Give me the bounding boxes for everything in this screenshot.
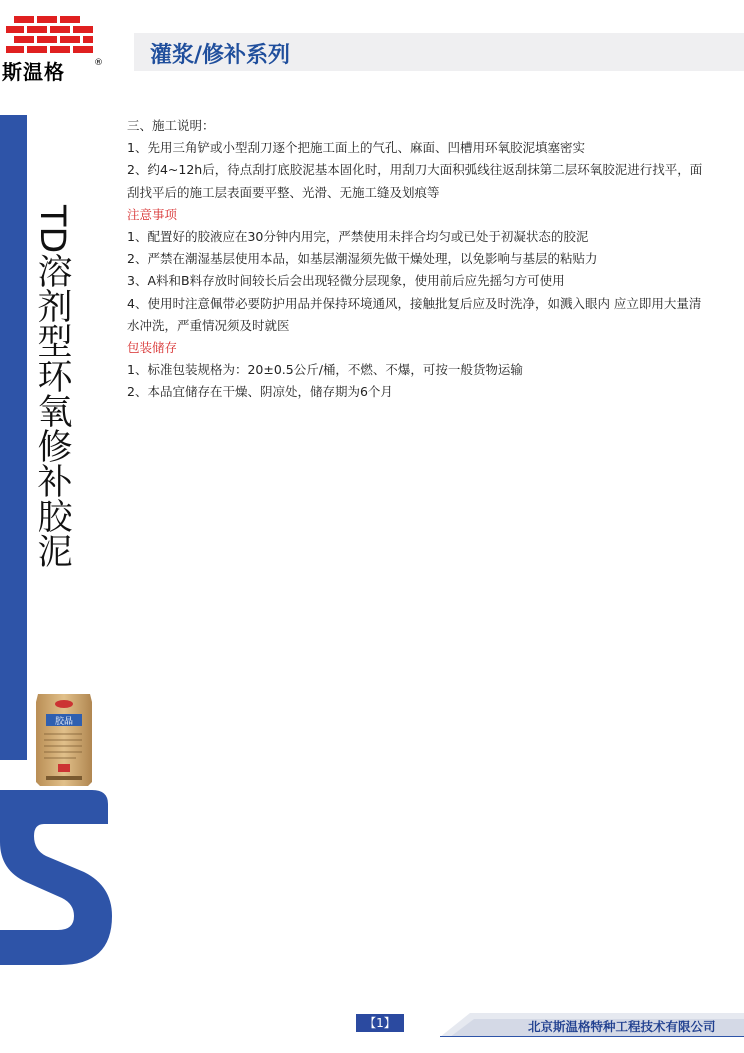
logo-wordmark: 斯温格 (2, 60, 65, 84)
side-accent-bar (0, 115, 27, 760)
content-line: 4、使用时注意佩带必要防护用品并保持环境通风，接触批复后应及时洗净，如溅入眼内 应立即用大量清 (127, 295, 702, 311)
content-line: 2、本品宜储存在干燥、阴凉处，储存期为6个月 (127, 384, 393, 400)
content-line: 三、施工说明： (127, 118, 215, 133)
page-number: 【1】 (356, 1014, 404, 1032)
instructions-content (127, 115, 707, 404)
bag-label: 胶晶 (54, 717, 74, 727)
content-line: 1、标准包装规格为：20±0.5公斤/桶，不燃、不爆，可按一般货物运输 (127, 362, 523, 378)
series-title: 灌浆/修补系列 (150, 43, 291, 68)
big-s-logo-mark (0, 790, 115, 965)
content-line: 3、A料和B料存放时间较长后会出现轻微分层现象，使用前后应先摇匀方可使用 (127, 273, 565, 289)
logo-bricks-icon (6, 16, 94, 56)
section-heading: 包装储存 (127, 340, 178, 356)
section-heading: 注意事项 (127, 206, 178, 222)
registered-mark: ® (94, 58, 103, 68)
content-line: 2、约4~12h后，待点刮打底胶泥基本固化时，用刮刀大面积弧线往返刮抹第二层环氧胶泥进行找平，面 (127, 162, 703, 178)
company-logo (2, 16, 103, 84)
content-line: 1、先用三角铲或小型刮刀逐个把施工面上的气孔、麻面、凹槽用环氧胶泥填塞密实 (127, 140, 585, 156)
content-line: 2、严禁在潮湿基层使用本品，如基层潮湿须先做干燥处理，以免影响与基层的粘贴力 (127, 251, 598, 267)
content-line: 刮找平后的施工层表面要平整、光滑、无施工缝及划痕等 (127, 184, 440, 200)
content-line: 1、配置好的胶液应在30分钟内用完，严禁使用未拌合均匀或已处于初凝状态的胶泥 (127, 229, 589, 245)
product-bag-image (32, 690, 96, 788)
footer-company-name: 北京斯温格特种工程技术有限公司 (528, 1019, 716, 1034)
content-line: 水冲洗，严重情况须及时就医 (127, 317, 290, 333)
product-title-vertical: TD溶剂型环氧修补胶泥 (32, 205, 72, 569)
